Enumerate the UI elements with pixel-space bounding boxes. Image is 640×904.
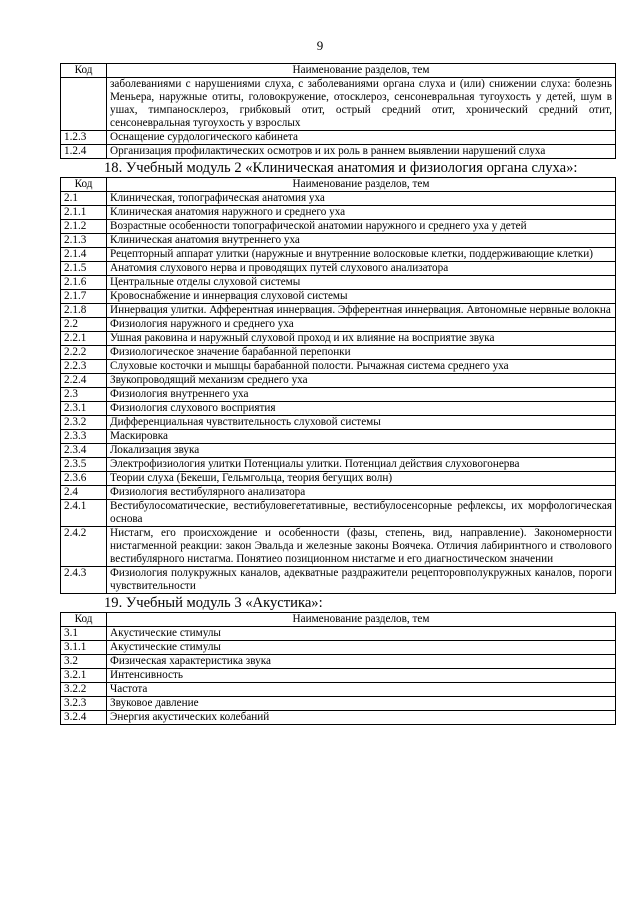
module-3-heading: 19. Учебный модуль 3 «Акустика»: [104,595,323,611]
row-topic: Ушная раковина и наружный слуховой проход и их влияние на восприятие звука [107,332,616,346]
table-row [61,78,616,131]
table-row [61,131,616,145]
table-row [61,290,616,304]
row-code: 3.2 [61,655,107,669]
row-code: 2.2.4 [61,374,107,388]
row-topic: Центральные отделы слуховой системы [107,276,616,290]
module-2-heading: 18. Учебный модуль 2 «Клиническая анатомия и физиология органа слуха»: [104,160,578,176]
row-code: 2.3.6 [61,472,107,486]
table-row [61,276,616,290]
table-row [61,145,616,159]
table-row [61,304,616,318]
row-topic: Клиническая анатомия внутреннего уха [107,234,616,248]
table-row [61,220,616,234]
row-code: 3.2.1 [61,669,107,683]
continuation-table [60,63,616,159]
row-code: 2.4.3 [61,567,107,594]
table-row [61,711,616,725]
module-2-table [60,177,616,594]
table-row [61,655,616,669]
table-row [61,402,616,416]
module-3-table [60,612,616,725]
row-topic: Локализация звука [107,444,616,458]
header-code: Код [61,613,107,627]
row-code: 1.2.4 [61,145,107,159]
row-code: 3.2.4 [61,711,107,725]
row-code: 2.1.3 [61,234,107,248]
row-topic: Звуковое давление [107,697,616,711]
row-topic: Физиология внутреннего уха [107,388,616,402]
row-code: 2.1.7 [61,290,107,304]
table-row [61,234,616,248]
row-code: 2.2.3 [61,360,107,374]
table-row [61,388,616,402]
row-code: 2.3.4 [61,444,107,458]
row-topic: Теории слуха (Бекеши, Гельмгольца, теория бегущих волн) [107,472,616,486]
row-code: 2.1.2 [61,220,107,234]
table-row [61,262,616,276]
row-code: 2.3.1 [61,402,107,416]
row-code: 2.2.1 [61,332,107,346]
table-row [61,500,616,527]
table-row [61,472,616,486]
header-name: Наименование разделов, тем [107,613,616,627]
table-row [61,444,616,458]
row-code: 2.1.6 [61,276,107,290]
document-body [60,63,616,725]
row-code: 2.3.5 [61,458,107,472]
row-topic: Оснащение сурдологического кабинета [107,131,616,145]
row-code: 3.2.2 [61,683,107,697]
row-topic: Рецепторный аппарат улитки (наружные и внутренние волосковые клетки, поддерживающие клетки) [107,248,616,262]
table-row [61,318,616,332]
row-topic: Слуховые косточки и мышцы барабанной полости. Рычажная система среднего уха [107,360,616,374]
row-code: 2.2.2 [61,346,107,360]
row-topic: Иннервация улитки. Афферентная иннервация. Эфферентная иннервация. Автономные нервные волокна [107,304,616,318]
row-topic: Физиология вестибулярного анализатора [107,486,616,500]
row-code: 2.1 [61,192,107,206]
row-topic: Дифференциальная чувствительность слуховой системы [107,416,616,430]
row-topic: Физиология наружного и среднего уха [107,318,616,332]
row-code: 2.1.8 [61,304,107,318]
table-row [61,641,616,655]
row-topic: Физиология полукружных каналов, адекватные раздражители рецепторовполукружных каналов, пороги чувствительности [107,567,616,594]
row-code: 1.2.3 [61,131,107,145]
row-topic: Маскировка [107,430,616,444]
row-code: 2.4.1 [61,500,107,527]
table-row [61,416,616,430]
table-row [61,669,616,683]
table-row [61,527,616,567]
row-code: 2.1.1 [61,206,107,220]
header-name: Наименование разделов, тем [107,178,616,192]
row-code: 2.2 [61,318,107,332]
row-topic: Организация профилактических осмотров и их роль в раннем выявлении нарушений слуха [107,145,616,159]
row-topic: Энергия акустических колебаний [107,711,616,725]
row-code: 2.4.2 [61,527,107,567]
row-topic: Акустические стимулы [107,641,616,655]
page-number: 9 [316,38,324,53]
row-code: 2.3.2 [61,416,107,430]
table-row [61,248,616,262]
row-topic: Анатомия слухового нерва и проводящих путей слухового анализатора [107,262,616,276]
table-row [61,458,616,472]
row-code: 3.1 [61,627,107,641]
row-topic: Интенсивность [107,669,616,683]
table-row [61,697,616,711]
row-topic: Частота [107,683,616,697]
row-topic: Физиологическое значение барабанной перепонки [107,346,616,360]
row-code: 2.3.3 [61,430,107,444]
table-row [61,683,616,697]
row-topic: Нистагм, его происхождение и особенности (фазы, степень, вид, направление). Закономерности нистагменной реакции: закон Эвальда и железные законы Воячека. Отличия лабиринтного и стволового вестибулярного нистагма. Понятиео позиционном нистагме и его диагностическом значении [107,527,616,567]
row-topic: Клиническая анатомия наружного и среднего уха [107,206,616,220]
row-code: 2.1.5 [61,262,107,276]
table-row [61,360,616,374]
table-row [61,567,616,594]
table-row [61,206,616,220]
table-row [61,627,616,641]
table-header-row [61,613,616,627]
header-name: Наименование разделов, тем [107,64,616,78]
row-topic: Акустические стимулы [107,627,616,641]
row-code: 2.4 [61,486,107,500]
row-topic: Звукопроводящий механизм среднего уха [107,374,616,388]
row-topic: Кровоснабжение и иннервация слуховой системы [107,290,616,304]
row-code: 2.3 [61,388,107,402]
row-topic: Клиническая, топографическая анатомия уха [107,192,616,206]
row-topic: Вестибулосоматические, вестибуловегетативные, вестибулосенсорные рефлексы, их морфологическая основа [107,500,616,527]
table-row [61,192,616,206]
table-row [61,346,616,360]
table-row [61,332,616,346]
row-code: 2.1.4 [61,248,107,262]
table-header-row [61,64,616,78]
row-code: 3.2.3 [61,697,107,711]
row-topic: Физиология слухового восприятия [107,402,616,416]
header-code: Код [61,178,107,192]
table-row [61,430,616,444]
table-row [61,486,616,500]
header-code: Код [61,64,107,78]
row-topic: Электрофизиология улитки Потенциалы улитки. Потенциал действия слуховогонерва [107,458,616,472]
row-topic: Физическая характеристика звука [107,655,616,669]
row-topic: заболеваниями с нарушениями слуха, с заболеваниями органа слуха и (или) снижении слуха: болезнь Меньера, наружные отиты, головокружение, отосклероз, сенсоневральная тугоухость у детей, шум в ушах, тимпаносклероз, грибковый отит, острый средний отит, хронический средний отит, сенсоневральная тугоухость у взрослых [107,78,616,131]
row-topic: Возрастные особенности топографической анатомии наружного и среднего уха у детей [107,220,616,234]
row-code: 3.1.1 [61,641,107,655]
table-header-row [61,178,616,192]
row-code [61,78,107,131]
table-row [61,374,616,388]
